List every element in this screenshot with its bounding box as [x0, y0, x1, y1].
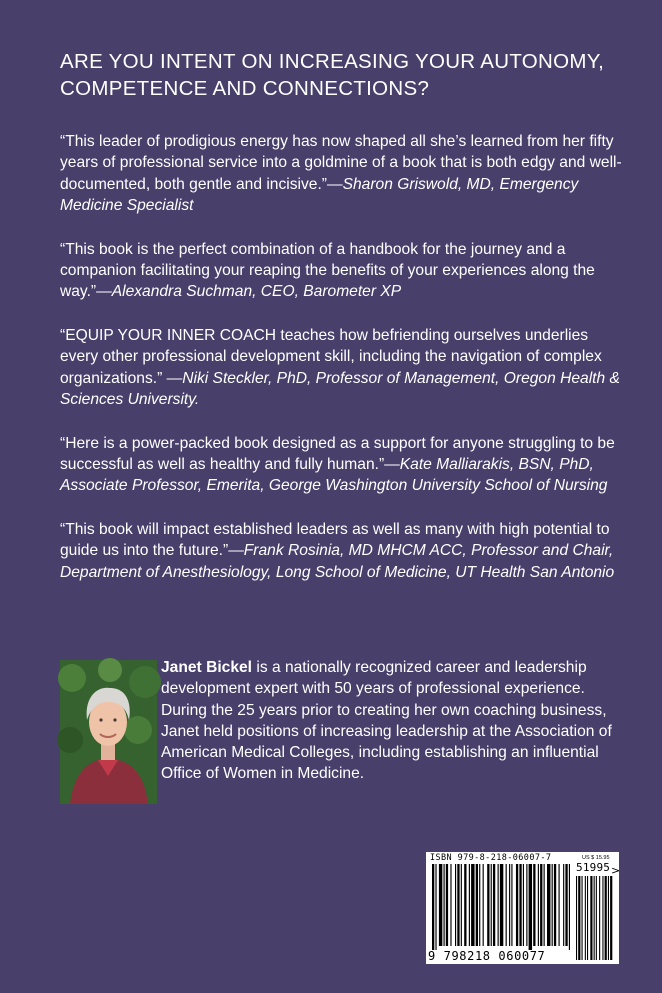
isbn-label: ISBN 979-8-218-06007-7	[430, 853, 552, 863]
price-code: 51995	[576, 861, 611, 874]
author-photo	[60, 660, 157, 804]
endorsements	[60, 131, 625, 606]
author-bio-text	[161, 657, 621, 785]
endorsement-attribution: —Frank Rosinia, MD MHCM ACC, Professor and Chair, Department of Anesthesiology, Long School of Medicine, UT Health San Antonio	[60, 542, 615, 581]
endorsement-quote: “This book will impact established leaders as well as many with high potential to guide us into the future.”	[60, 521, 610, 560]
endorsement-attribution: —Niki Steckler, PhD, Professor of Management, Oregon Health & Sciences University.	[60, 369, 620, 408]
endorsement	[60, 519, 625, 583]
endorsement	[60, 131, 625, 216]
endorsement-attribution: —Kate Malliarakis, BSN, PhD, Associate Professor, Emerita, George Washington University School of Nursing	[60, 456, 608, 495]
endorsement-quote: “This book is the perfect combination of a handbook for the journey and a companion facilitating your reaping the benefits of your experiences along the way.”	[60, 240, 595, 301]
author-name: Janet Bickel	[161, 659, 253, 676]
isbn-barcode	[426, 852, 619, 964]
headline: ARE YOU INTENT ON INCREASING YOUR AUTONOMY, COMPETENCE AND CONNECTIONS?	[60, 50, 605, 100]
endorsement-quote: “This leader of prodigious energy has now shaped all she’s learned from her fifty years of professional service into a goldmine of a book that is both edgy and well-documented, both gentle and incisive.”	[60, 133, 622, 193]
endorsement-quote: “Here is a power-packed book designed as a support for anyone struggling to be successful as well as healthy and fully human.”	[60, 434, 615, 474]
isbn-digits: 9 798218 060077	[428, 949, 546, 963]
endorsement-attribution: —Sharon Griswold, MD, Emergency Medicine Specialist	[60, 175, 579, 214]
endorsement	[60, 433, 625, 497]
endorsement-attribution: —Alexandra Suchman, CEO, Barometer XP	[96, 283, 402, 301]
endorsement	[60, 239, 625, 303]
endorsement-quote: “EQUIP YOUR INNER COACH teaches how befriending ourselves underlies every other professional development skill, including the navigation of complex organizations.”	[60, 327, 602, 387]
barcode-bars	[426, 852, 619, 964]
price-label: US $ 15.95	[582, 855, 610, 861]
endorsement	[60, 325, 625, 410]
svg-text:>: >	[611, 864, 621, 877]
author-description: is a nationally recognized career and leadership development expert with 50 years of professional experience. During the 25 years prior to creating her own coaching business, Janet held positions of increasing leadership at the Association of American Medical Colleges, including establishing an influential Office of Women in Medicine.	[161, 659, 612, 783]
